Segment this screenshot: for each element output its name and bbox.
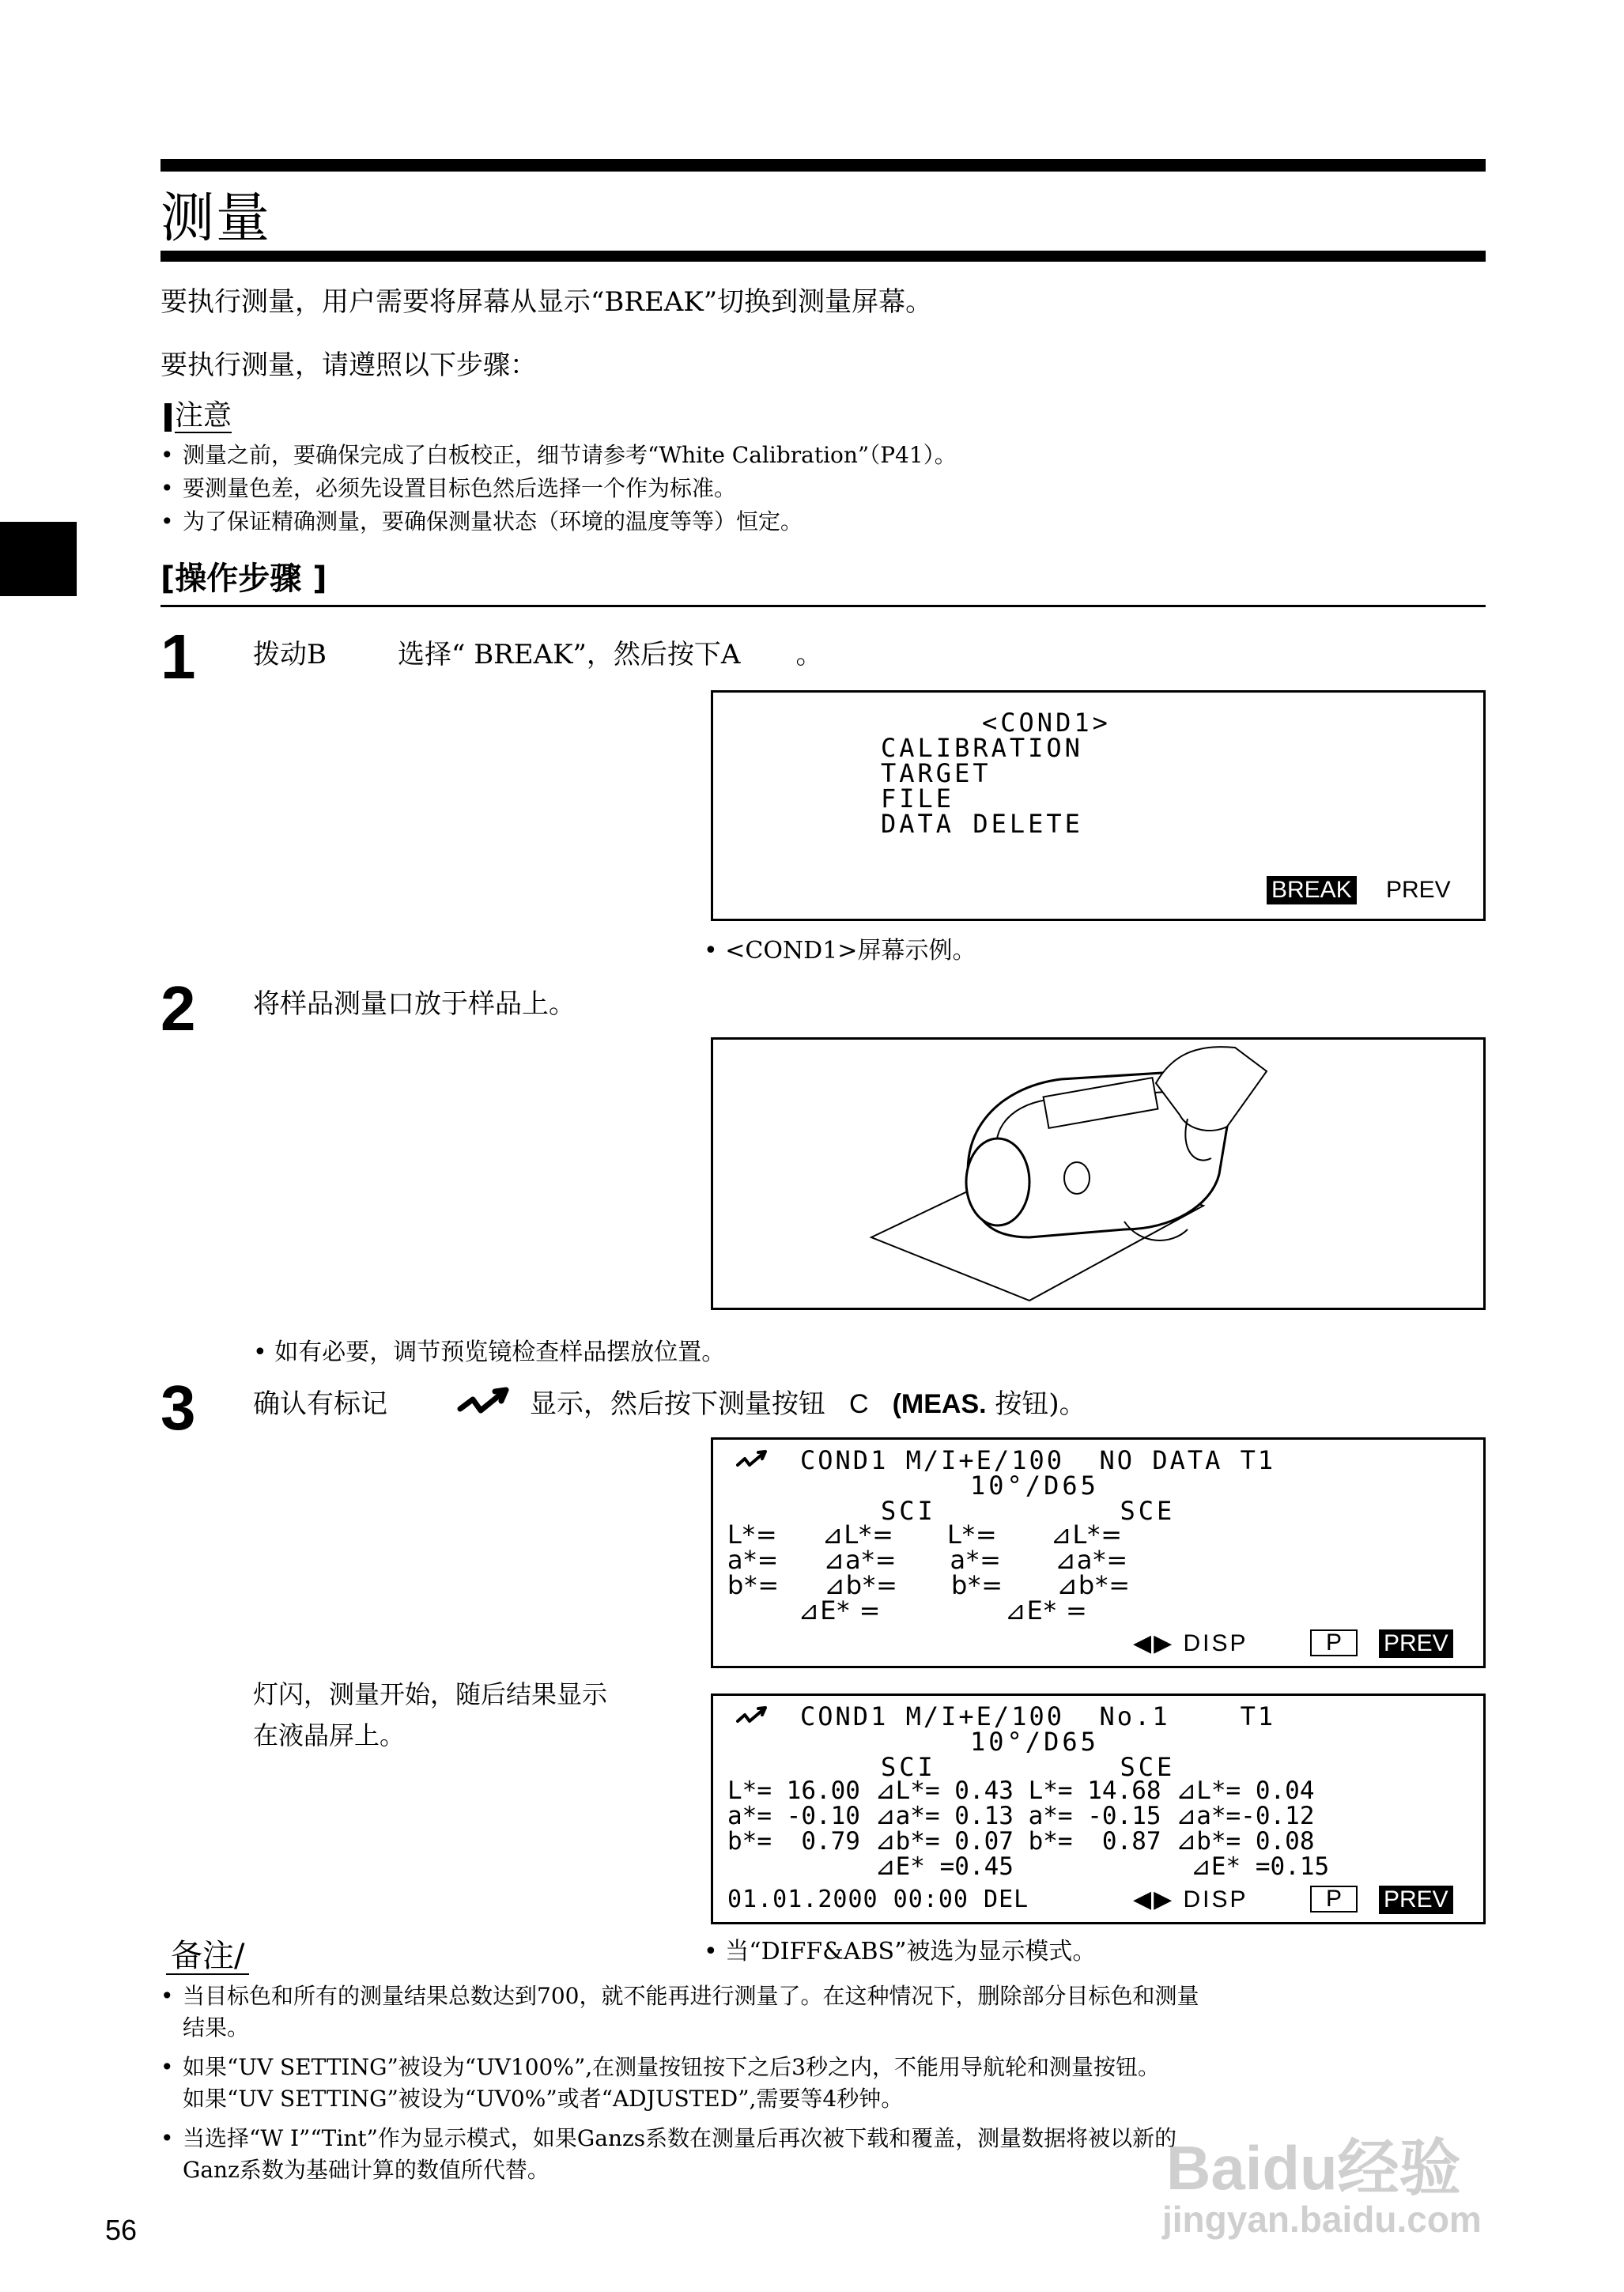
bullet-icon: • (161, 1983, 174, 2009)
bullet-icon: • (161, 2125, 174, 2151)
lcd-screen-cond1 (711, 690, 1486, 921)
step2-caption: • 如有必要，调节预览镜检查样品摆放位置。 (253, 1339, 726, 1366)
memo-slash-icon: / (234, 1938, 245, 1974)
watermark-url: jingyan.baidu.com (1162, 2199, 1482, 2240)
intro-paragraph-1: 要执行测量，用户需要将屏幕从显示“BREAK”切换到测量屏幕。 (161, 286, 933, 318)
menu-item-file: FILE (881, 784, 955, 814)
value-row-l: L*= ⊿L*= L*= ⊿L*= (727, 1520, 1124, 1550)
step-number: 2 (161, 973, 196, 1044)
screen3-caption: • 当“DIFF&ABS”被选为显示模式。 (704, 1938, 1097, 1965)
sci-sce-header: SCI SCE (881, 1752, 1176, 1782)
disp-nav-button[interactable]: ◀▶ DISP (1133, 1630, 1248, 1656)
disp-nav-button[interactable]: ◀▶ DISP (1133, 1886, 1248, 1913)
bullet-icon: • (161, 475, 174, 501)
ready-check-icon (735, 1704, 776, 1731)
bullet-icon: • (161, 508, 174, 534)
memo-item: • 当选择“W I”“Tint”作为显示模式，如果Ganzs系数在测量后再次被下载和覆盖，测量数据将被以新的 (161, 2123, 1176, 2154)
value-row-e: ⊿E* = ⊿E* = (727, 1595, 1088, 1626)
title-bottom-rule (161, 251, 1486, 262)
title-top-rule (161, 159, 1486, 172)
break-button[interactable]: BREAK (1267, 876, 1357, 904)
ready-check-icon (457, 1385, 530, 1427)
bullet-icon: • (704, 1938, 726, 1965)
caution-bar-icon (164, 403, 172, 432)
observer-illuminant: 10°/D65 (970, 1727, 1099, 1757)
screen-status-line: COND1 M/I+E/100 NO DATA T1 (800, 1445, 1276, 1475)
prev-button[interactable]: PREV (1386, 877, 1451, 903)
procedure-rule (161, 605, 1486, 607)
memo-item-cont: 如果“UV SETTING”被设为“UV0%”或者“ADJUSTED”,需要等4秒钟。 (183, 2086, 904, 2112)
observer-illuminant: 10°/D65 (970, 1471, 1099, 1501)
caution-item: • 要测量色差，必须先设置目标色然后选择一个作为标准。 (161, 473, 736, 504)
caution-heading (164, 400, 232, 432)
caution-item: • 为了保证精确测量，要确保测量状态（环境的温度等等）恒定。 (161, 506, 803, 538)
value-row-e: ⊿E* =0.45 ⊿E* =0.15 (727, 1852, 1330, 1881)
step-3-text: 确认有标记 显示，然后按下测量按钮 C (MEAS. 按钮)。 (253, 1382, 1086, 1427)
memo-item: • 如果“UV SETTING”被设为“UV100%”,在测量按钮按下之后3秒之内，不能用导航轮和测量按钮。 (161, 2052, 1160, 2083)
step-number: 3 (161, 1373, 196, 1443)
screen-status-line: COND1 M/I+E/100 No.1 T1 (800, 1701, 1276, 1731)
memo-item-cont: 结果。 (183, 2014, 250, 2041)
page-number: 56 (105, 2214, 138, 2246)
step-1-text: 拨动B 选择“ BREAK”，然后按下A 。 (253, 639, 823, 670)
chapter-tab-marker (0, 522, 77, 596)
page-title: 测量 (161, 187, 272, 250)
p-button[interactable]: P (1310, 1629, 1358, 1656)
lcd-screen-no-data (711, 1437, 1486, 1668)
measurement-illustration (711, 1037, 1486, 1310)
step-number: 1 (161, 621, 196, 692)
bullet-icon: • (161, 442, 174, 468)
ready-check-icon (735, 1448, 776, 1475)
caution-item: • 测量之前，要确保完成了白板校正，细节请参考“White Calibration”（P41）。 (161, 440, 957, 471)
caution-label: 注意 (175, 399, 232, 432)
intro-paragraph-2: 要执行测量，请遵照以下步骤： (161, 349, 537, 381)
instrument-on-sample-illustration (713, 1040, 1483, 1308)
menu-item-data-delete: DATA DELETE (881, 809, 1083, 839)
lcd-screen-results (711, 1694, 1486, 1924)
memo-item: • 当目标色和所有的测量结果总数达到700，就不能再进行测量了。在这种情况下，删除部分目标色和测量 (161, 1980, 1199, 2012)
screen1-caption: • <COND1>屏幕示例。 (704, 937, 976, 965)
menu-item-calibration: CALIBRATION (881, 733, 1083, 763)
flash-text-line-2: 在液晶屏上。 (253, 1720, 406, 1750)
p-button[interactable]: P (1310, 1886, 1358, 1913)
memo-label: 备注 (171, 1938, 234, 1974)
flash-text-line-1: 灯闪，测量开始，随后结果显示 (253, 1679, 608, 1709)
timestamp-del-line: 01.01.2000 00:00 DEL (727, 1886, 1029, 1913)
memo-item-cont: Ganz系数为基础计算的数值所代替。 (183, 2157, 550, 2183)
value-row-b: b*= ⊿b*= b*= ⊿b*= (727, 1570, 1131, 1600)
menu-item-target: TARGET (881, 758, 991, 788)
value-row-a: a*= -0.10 ⊿a*= 0.13 a*= -0.15 ⊿a*=-0.12 (727, 1802, 1315, 1830)
screen-title: <COND1> (982, 708, 1111, 738)
prev-button[interactable]: PREV (1379, 1886, 1453, 1914)
procedure-heading: [操作步骤 ] (161, 561, 327, 597)
memo-heading (166, 1939, 249, 1975)
bullet-icon: • (161, 2054, 174, 2080)
bullet-icon: • (253, 1339, 275, 1366)
step-2-text: 将样品测量口放于样品上。 (253, 988, 576, 1020)
sci-sce-header: SCI SCE (881, 1496, 1176, 1526)
value-row-a: a*= ⊿a*= a*= ⊿a*= (727, 1545, 1129, 1575)
watermark-brand: Baidu经验 (1166, 2133, 1461, 2203)
value-row-l: L*= 16.00 ⊿L*= 0.43 L*= 14.68 ⊿L*= 0.04 (727, 1777, 1315, 1805)
prev-button[interactable]: PREV (1379, 1629, 1453, 1658)
value-row-b: b*= 0.79 ⊿b*= 0.07 b*= 0.87 ⊿b*= 0.08 (727, 1827, 1315, 1856)
bullet-icon: • (704, 937, 726, 965)
